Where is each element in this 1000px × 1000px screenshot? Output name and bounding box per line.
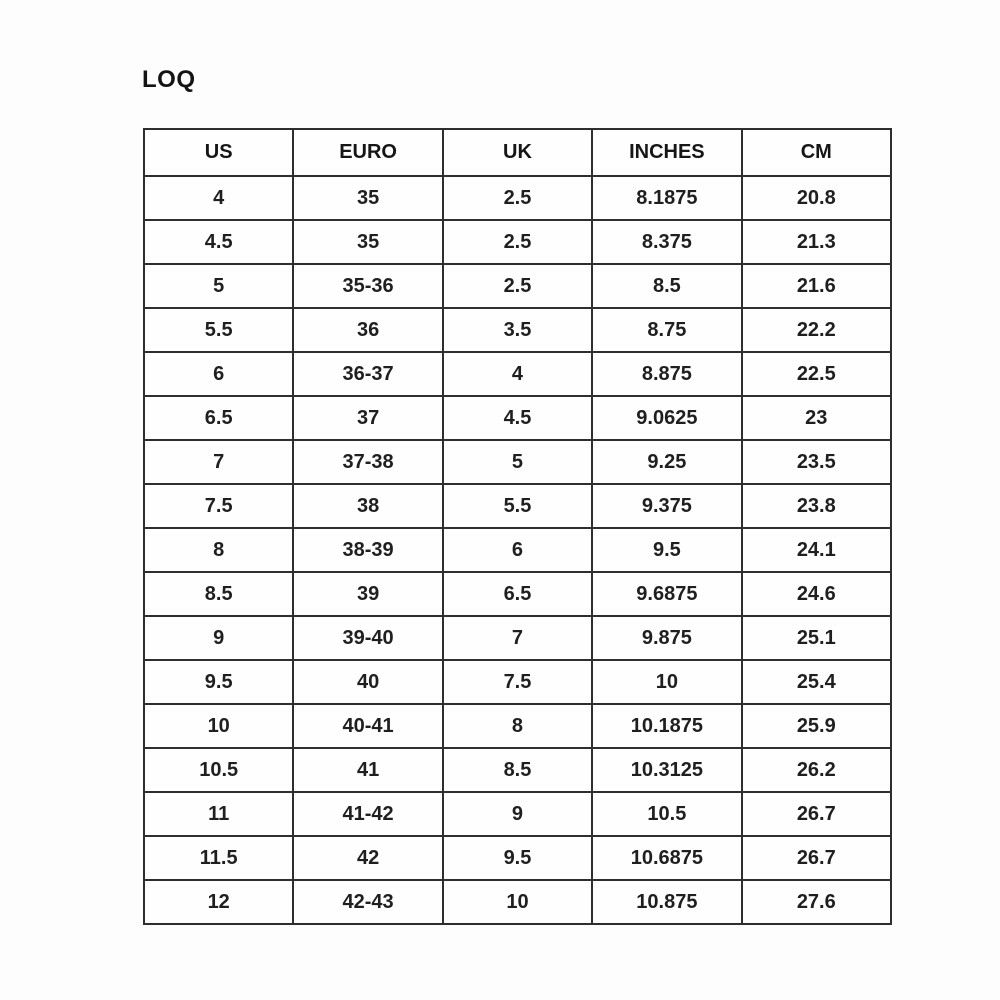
column-header-inches: INCHES (592, 129, 741, 176)
table-row (144, 836, 891, 880)
table-cell: 4.5 (144, 220, 293, 264)
table-row (144, 704, 891, 748)
table-cell: 8 (144, 528, 293, 572)
table-cell: 2.5 (443, 264, 592, 308)
table-cell: 6.5 (443, 572, 592, 616)
size-chart-table (143, 128, 892, 925)
table-cell: 8.875 (592, 352, 741, 396)
table-row (144, 220, 891, 264)
table-cell: 9.5 (592, 528, 741, 572)
table-row (144, 396, 891, 440)
table-row (144, 528, 891, 572)
table-cell: 27.6 (742, 880, 891, 924)
table-cell: 35-36 (293, 264, 442, 308)
table-cell: 7 (144, 440, 293, 484)
table-cell: 4.5 (443, 396, 592, 440)
table-row (144, 176, 891, 220)
table-cell: 4 (144, 176, 293, 220)
table-cell: 8.5 (592, 264, 741, 308)
table-cell: 21.6 (742, 264, 891, 308)
table-cell: 9 (443, 792, 592, 836)
table-cell: 8.375 (592, 220, 741, 264)
table-cell: 37 (293, 396, 442, 440)
table-cell: 40-41 (293, 704, 442, 748)
table-cell: 36-37 (293, 352, 442, 396)
table-header-row (144, 129, 891, 176)
table-row (144, 748, 891, 792)
table-cell: 36 (293, 308, 442, 352)
table-cell: 9 (144, 616, 293, 660)
table-cell: 9.6875 (592, 572, 741, 616)
table-row (144, 616, 891, 660)
table-cell: 7.5 (144, 484, 293, 528)
table-cell: 7.5 (443, 660, 592, 704)
table-cell: 9.5 (443, 836, 592, 880)
table-cell: 5 (443, 440, 592, 484)
table-cell: 38-39 (293, 528, 442, 572)
table-row (144, 352, 891, 396)
column-header-euro: EURO (293, 129, 442, 176)
table-cell: 6 (144, 352, 293, 396)
table-cell: 41-42 (293, 792, 442, 836)
table-cell: 10 (443, 880, 592, 924)
table-cell: 2.5 (443, 176, 592, 220)
table-cell: 2.5 (443, 220, 592, 264)
table-cell: 26.7 (742, 792, 891, 836)
table-row (144, 440, 891, 484)
table-cell: 6 (443, 528, 592, 572)
table-cell: 35 (293, 220, 442, 264)
table-cell: 5 (144, 264, 293, 308)
table-cell: 26.7 (742, 836, 891, 880)
table-cell: 23.8 (742, 484, 891, 528)
page-title: LOQ (142, 66, 196, 93)
table-cell: 8.5 (443, 748, 592, 792)
table-cell: 4 (443, 352, 592, 396)
table-cell: 21.3 (742, 220, 891, 264)
table-cell: 24.1 (742, 528, 891, 572)
column-header-uk: UK (443, 129, 592, 176)
table-row (144, 792, 891, 836)
table-cell: 20.8 (742, 176, 891, 220)
table-cell: 37-38 (293, 440, 442, 484)
table-cell: 8.5 (144, 572, 293, 616)
table-row (144, 264, 891, 308)
table-cell: 10.875 (592, 880, 741, 924)
table-cell: 39-40 (293, 616, 442, 660)
table-row (144, 880, 891, 924)
table-cell: 8.1875 (592, 176, 741, 220)
size-chart-body (144, 176, 891, 924)
table-cell: 5.5 (144, 308, 293, 352)
table-cell: 9.375 (592, 484, 741, 528)
table-cell: 10.6875 (592, 836, 741, 880)
table-cell: 25.1 (742, 616, 891, 660)
table-cell: 10 (592, 660, 741, 704)
table-row (144, 660, 891, 704)
table-cell: 12 (144, 880, 293, 924)
table-cell: 9.0625 (592, 396, 741, 440)
table-cell: 23.5 (742, 440, 891, 484)
column-header-us: US (144, 129, 293, 176)
table-row (144, 572, 891, 616)
table-row (144, 484, 891, 528)
table-cell: 5.5 (443, 484, 592, 528)
table-cell: 41 (293, 748, 442, 792)
table-cell: 9.25 (592, 440, 741, 484)
table-cell: 26.2 (742, 748, 891, 792)
table-cell: 11 (144, 792, 293, 836)
table-row (144, 308, 891, 352)
table-cell: 9.875 (592, 616, 741, 660)
table-cell: 38 (293, 484, 442, 528)
table-cell: 10.1875 (592, 704, 741, 748)
table-cell: 8.75 (592, 308, 741, 352)
table-cell: 40 (293, 660, 442, 704)
table-cell: 7 (443, 616, 592, 660)
table-cell: 35 (293, 176, 442, 220)
table-cell: 10.3125 (592, 748, 741, 792)
table-cell: 11.5 (144, 836, 293, 880)
table-cell: 39 (293, 572, 442, 616)
table-cell: 23 (742, 396, 891, 440)
table-cell: 22.5 (742, 352, 891, 396)
table-cell: 42 (293, 836, 442, 880)
table-cell: 25.4 (742, 660, 891, 704)
table-cell: 8 (443, 704, 592, 748)
size-chart-header (144, 129, 891, 176)
table-cell: 6.5 (144, 396, 293, 440)
table-cell: 24.6 (742, 572, 891, 616)
table-cell: 42-43 (293, 880, 442, 924)
table-cell: 25.9 (742, 704, 891, 748)
table-cell: 10.5 (144, 748, 293, 792)
table-cell: 10.5 (592, 792, 741, 836)
table-cell: 22.2 (742, 308, 891, 352)
table-cell: 10 (144, 704, 293, 748)
table-cell: 9.5 (144, 660, 293, 704)
column-header-cm: CM (742, 129, 891, 176)
table-cell: 3.5 (443, 308, 592, 352)
